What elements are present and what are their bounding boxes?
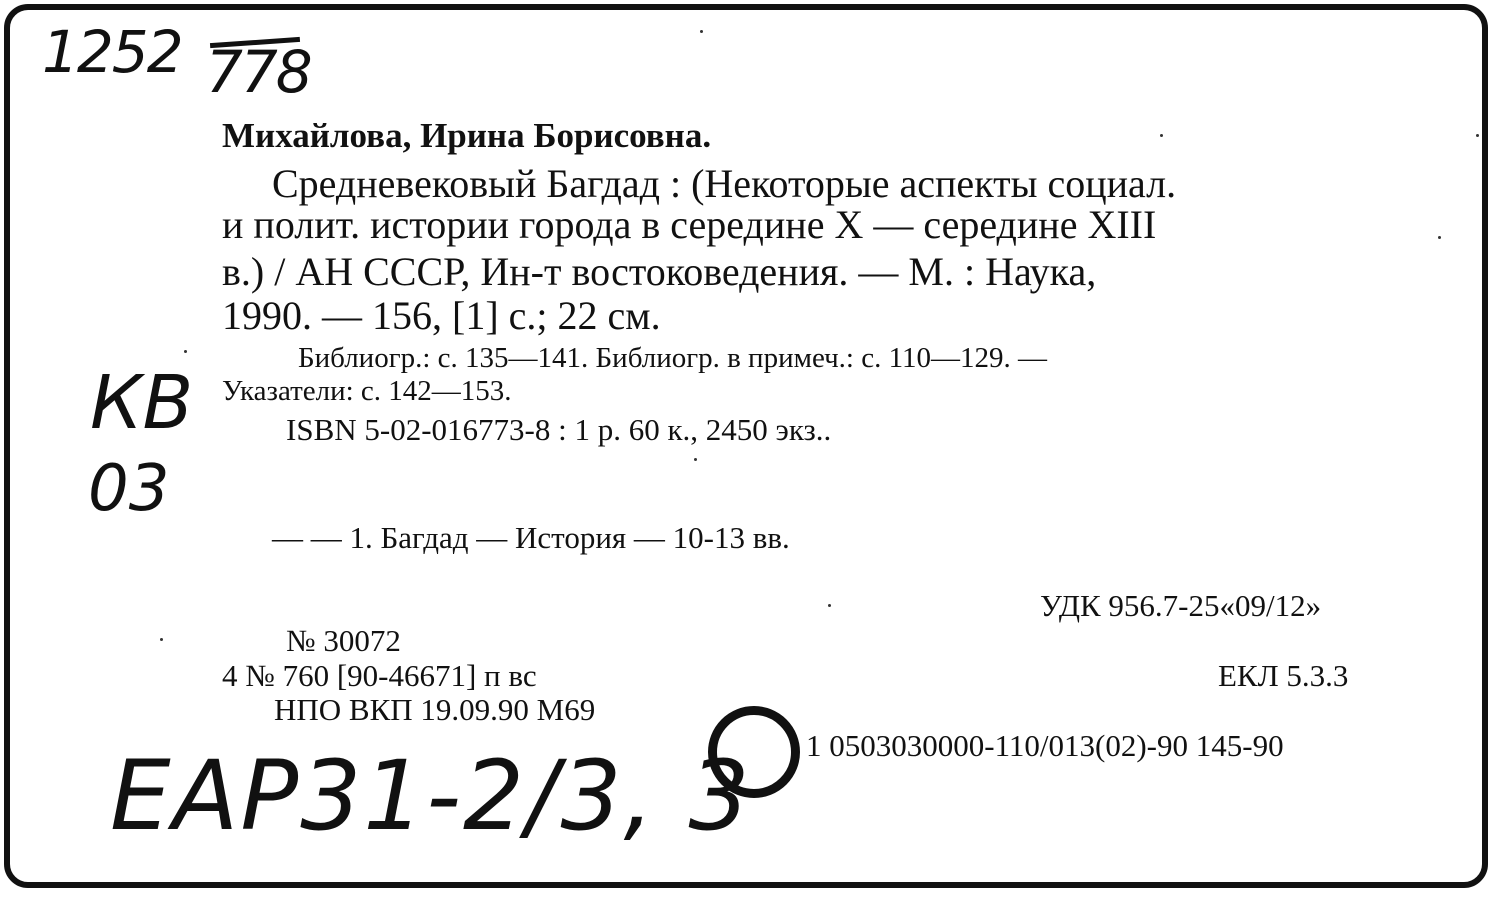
speck [1476,134,1479,137]
ekl-code: ЕКЛ 5.3.3 [1218,658,1349,693]
handwritten-mark-03: 03 [88,452,170,526]
isbn-line: ISBN 5-02-016773-8 : 1 р. 60 к., 2450 экз.. [286,412,832,447]
code-line: 1 0503030000-110/013(02)-90 145-90 [806,728,1284,763]
speck [828,604,831,607]
order-line: 4 № 760 [90-46671] п вс [222,658,537,693]
notes-line-2: Указатели: с. 142—153. [222,375,512,407]
title-line-2: и полит. истории города в середине X — середине XIII [222,202,1157,247]
speck [184,350,187,353]
subject-heading: — — 1. Багдад — История — 10-13 вв. [272,520,790,555]
punched-hole-circle [708,706,800,798]
author-heading: Михайлова, Ирина Борисовна. [222,116,712,155]
notes-line-1: Библиогр.: с. 135—141. Библиогр. в примеч.: с. 110—129. — [298,342,1048,374]
title-line-4: 1990. — 156, [1] с.; 22 см. [222,293,661,338]
speck [160,638,163,641]
handwritten-collection-code: ЕАР31-2/3, 3 [110,740,752,852]
handwritten-shelf-code-old: 1252 [42,18,182,86]
title-line-1: Средневековый Багдад : (Некоторые аспекты социал. [272,161,1177,206]
udk-code: УДК 956.7-25«09/12» [1040,588,1322,623]
title-line-3: в.) / АН СССР, Ин-т востоковедения. — М. : Наука, [222,249,1097,294]
card-number: № 30072 [286,623,401,658]
speck [1160,134,1163,137]
handwritten-mark-kb: КВ [90,360,194,446]
speck [700,30,703,33]
speck [1438,236,1441,239]
handwritten-shelf-code-new: 778 [206,38,311,106]
speck [694,458,697,461]
npo-line: НПО ВКП 19.09.90 М69 [274,692,596,727]
